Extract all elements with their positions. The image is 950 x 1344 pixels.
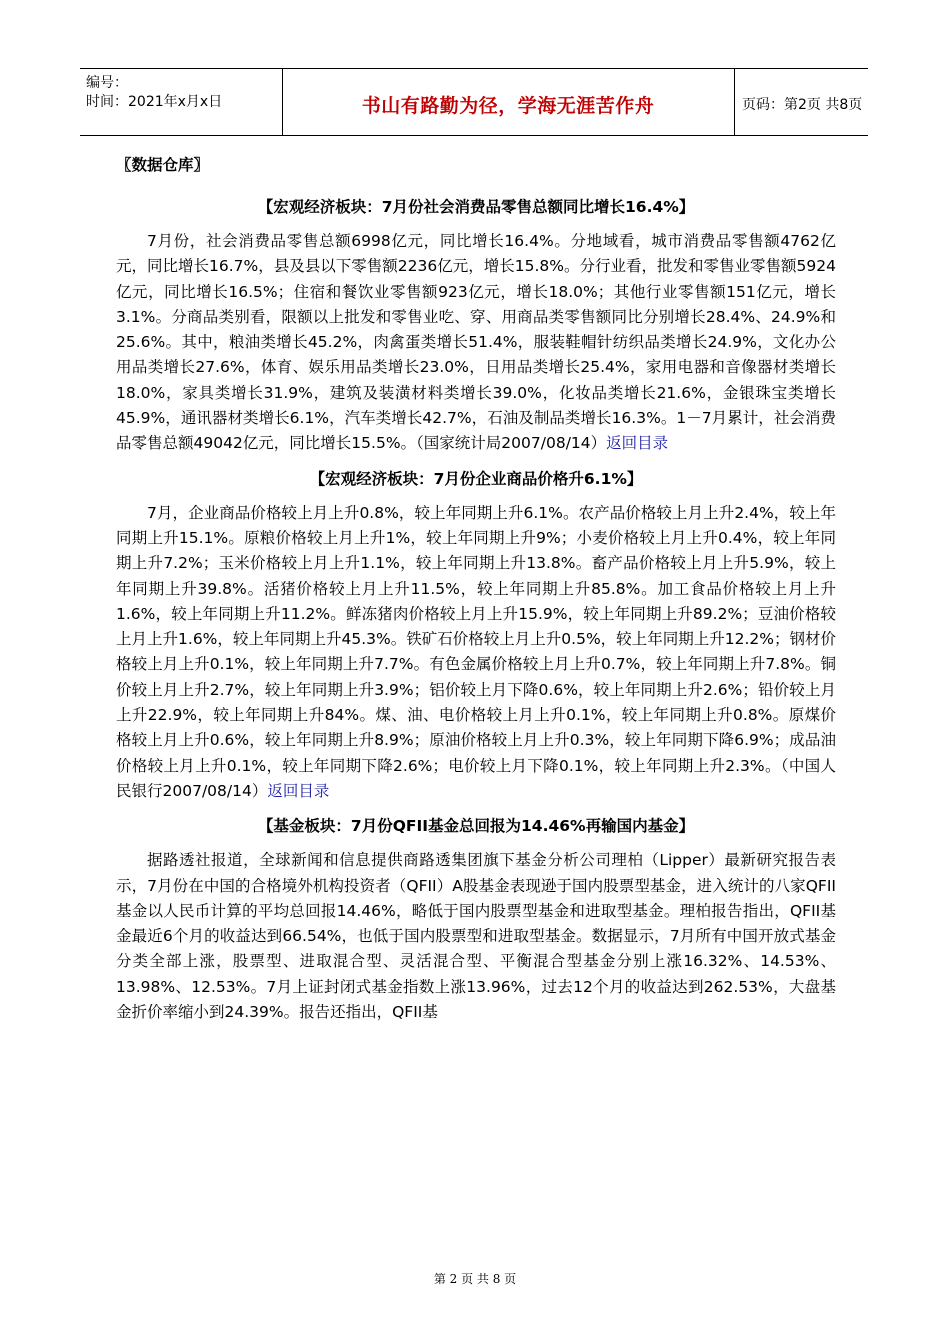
header-page-cell	[734, 69, 868, 135]
article-paragraph	[116, 501, 836, 805]
article-title: 【宏观经济板块：7月份企业商品价格升6.1%】	[309, 469, 643, 488]
article-title: 【基金板块：7月份QFII基金总回报为14.46%再输国内基金】	[257, 817, 695, 836]
back-to-toc-link[interactable]: 返回目录	[267, 781, 330, 800]
article-text: 7月，企业商品价格较上月上升0.8%，较上年同期上升6.1%。农产品价格较上月上升2.4%，较上年同期上升15.1%。原粮价格较上月上升1%，较上年同期上升9%；小麦价格较上月上升0.4%，较上年同期上升7.2%；玉米价格较上月上升1.1%，较上年同期上升13.8%。畜产品价格较上月上升5.9%，较上年同期上升39.8%。活猪价格较上月上升11.5%，较上年同期上升85.8%。加工食品价格较上月上升1.6%，较上年同期上升11.2%。鲜冻猪肉价格较上月上升15.9%，较上年同期上升89.2%；豆油价格较上月上升1.6%，较上年同期上升45.3%。铁矿石价格较上月上升0.5%，较上年同期上升12.2%；钢材价格较上月上升0.1%，较上年同期上升7.7%。有色金属价格较上月上升0.7%，较上年同期上升7.8%。铜价较上月上升2.7%，较上年同期上升3.9%；铝价较上月下降0.6%，较上年同期上升2.6%；铅价较上月上升22.9%，较上年同期上升84%。煤、油、电价格较上月上升0.1%，较上年同期上升0.8%。原煤价格较上月上升0.6%，较上年同期上升8.9%；原油价格较上月上升0.3%，较上年同期下降6.9%；成品油价格较上月上升0.1%，较上年同期下降2.6%；电价较上月下降0.1%，较上年同期上升2.3%。（中国人民银行2007/08/14）	[116, 503, 836, 800]
header-motto-cell	[282, 69, 735, 135]
article-title: 【宏观经济板块：7月份社会消费品零售总额同比增长16.4%】	[257, 198, 695, 216]
document-header	[80, 68, 868, 136]
page-code: 页码：第2页 共8页	[742, 97, 863, 113]
motto-text: 书山有路勤为径，学海无涯苦作舟	[361, 95, 655, 117]
article-paragraph	[116, 848, 836, 1025]
header-meta-cell	[80, 69, 283, 135]
article-text: 据路透社报道，全球新闻和信息提供商路透集团旗下基金分析公司理柏（Lipper）最新研究报告表示，7月份在中国的合格境外机构投资者（QFII）A股基金表现逊于国内股票型基金，进入统计的八家QFII基金以人民币计算的平均总回报14.46%，略低于国内股票型基金和进取型基金。理柏报告指出，QFII基金最近6个月的收益达到66.54%，也低于国内股票型和进取型基金。数据显示，7月所有中国开放式基金分类全部上涨，股票型、进取混合型、灵活混合型、平衡混合型基金分别上涨16.32%、14.53%、13.98%、12.53%。7月上证封闭式基金指数上涨13.96%，过去12个月的收益达到262.53%，大盘基金折价率缩小到24.39%。报告还指出，QFII基	[116, 851, 836, 1022]
document-number: 编号：	[86, 75, 128, 91]
article-text: 7月份，社会消费品零售总额6998亿元，同比增长16.4%。分地域看，城市消费品零售额4762亿元，同比增长16.7%，县及县以下零售额2236亿元，增长15.8%。分行业看，批发和零售业零售额5924亿元，同比增长16.5%；住宿和餐饮业零售额923亿元，增长18.0%；其他行业零售额151亿元，增长3.1%。分商品类别看，限额以上批发和零售业吃、穿、用商品类零售额同比分别增长28.4%、24.9%和25.6%。其中，粮油类增长45.2%，肉禽蛋类增长51.4%，服装鞋帽针纺织品类增长24.9%，文化办公用品类增长27.6%，体育、娱乐用品类增长23.0%，日用品类增长25.4%，家用电器和音像器材类增长18.0%，家具类增长31.9%，建筑及装潢材料类增长39.0%，化妆品类增长21.6%，金银珠宝类增长45.9%，通讯器材类增长6.1%，汽车类增长42.7%，石油及制品类增长16.3%。1－7月累计，社会消费品零售总额49042亿元，同比增长15.5%。（国家统计局2007/08/14）	[116, 232, 836, 453]
document-time: 时间：2021年x月x日	[86, 94, 223, 110]
page-footer: 第 2 页 共 8 页	[433, 1272, 517, 1286]
back-to-toc-link[interactable]: 返回目录	[606, 434, 669, 453]
article-paragraph	[116, 229, 836, 457]
document-body	[116, 153, 836, 1025]
section-label: 〖数据仓库〗	[116, 156, 210, 174]
